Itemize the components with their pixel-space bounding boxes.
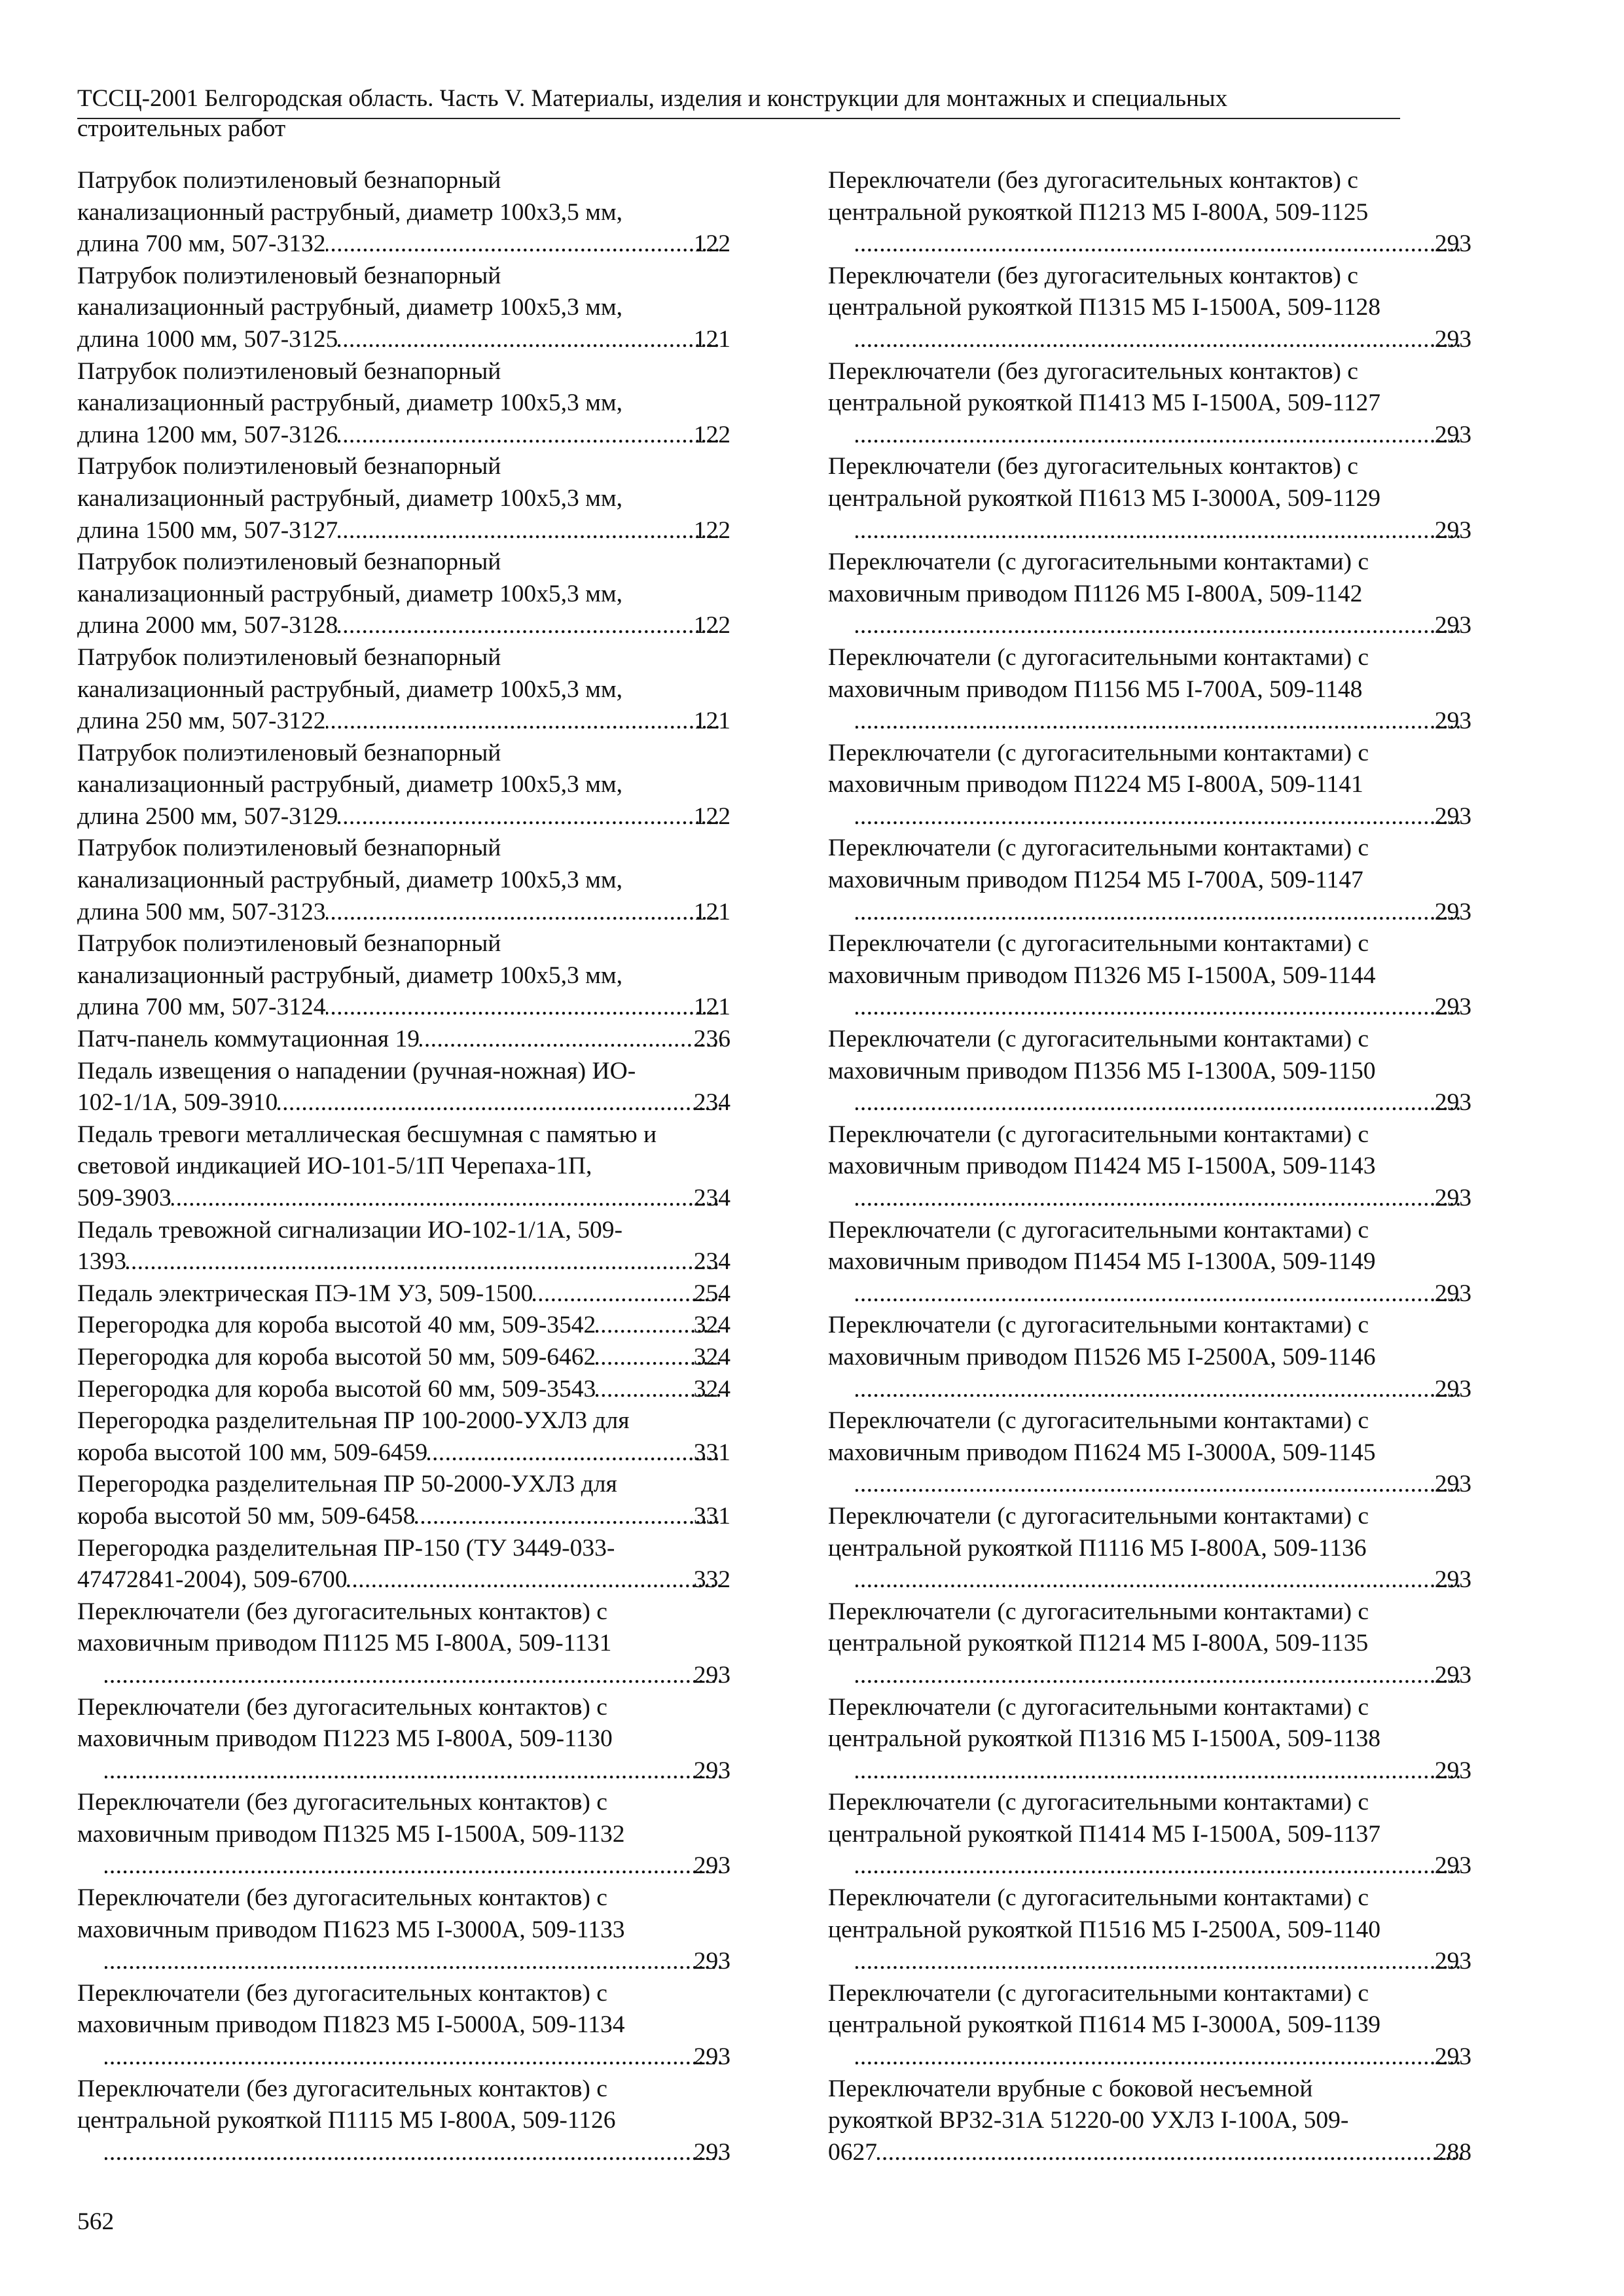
entry-text-line: канализационный раструбный, диаметр 100х5,3 мм,: [77, 675, 623, 703]
entry-page-number: 293: [1434, 1948, 1471, 1975]
entry-text-line: Патрубок полиэтиленовый безнапорный: [77, 453, 501, 480]
index-entry: [77, 1469, 731, 1532]
index-entry: [77, 451, 731, 547]
entry-text-line: Переключатели (без дугогасительных контактов) с: [828, 357, 1358, 385]
entry-page-number: 293: [1434, 1566, 1471, 1594]
dot-leader: [105, 1850, 721, 1882]
entry-page-number: 331: [693, 1502, 731, 1530]
entry-page-line: [77, 1183, 731, 1215]
entry-page-number: 293: [1434, 898, 1471, 925]
index-entry: [828, 833, 1471, 928]
entry-text-line: Переключатели (с дугогасительными контактами) с: [828, 1789, 1369, 1816]
dot-leader: [126, 1246, 721, 1278]
entry-page-line: [856, 1374, 1471, 1406]
entry-text-line: Переключатели (с дугогасительными контактами) с: [828, 1026, 1369, 1053]
entry-text-line: Переключатели (с дугогасительными контактами) с: [828, 1598, 1369, 1625]
entry-page-number: 122: [693, 230, 731, 258]
entry-text-line: центральной рукояткой П1613 М5 I-3000А, 509-1129: [828, 484, 1381, 512]
dot-leader: [856, 1755, 1462, 1787]
index-entry: [77, 1310, 731, 1342]
entry-page-line: [77, 801, 731, 833]
index-entry: [77, 1692, 731, 1787]
entry-page-line: [77, 1501, 731, 1533]
entry-page-line: [105, 1946, 731, 1978]
dot-leader: [856, 992, 1462, 1024]
dot-leader: [338, 610, 721, 642]
entry-text-line: маховичным приводом П1624 М5 I-3000А, 509-1145: [828, 1439, 1376, 1466]
entry-page-line: [77, 420, 731, 452]
entry-page-line: [856, 801, 1471, 833]
dot-leader: [856, 610, 1462, 642]
index-entry: [828, 1978, 1471, 2073]
entry-page-line: [856, 1755, 1471, 1787]
entry-page-number: 234: [693, 1248, 731, 1276]
entry-page-line: [77, 992, 731, 1024]
dot-leader: [427, 1437, 721, 1469]
index-entry: [828, 1024, 1471, 1119]
index-entry: [828, 642, 1471, 738]
entry-page-line: [77, 1342, 731, 1374]
index-entry: [77, 1596, 731, 1692]
index-entry: [828, 1882, 1471, 1978]
entry-text-tail: 1393: [77, 1248, 126, 1276]
entry-page-line: [77, 610, 731, 642]
entry-page-line: [856, 610, 1471, 642]
entry-text-tail: 0627: [828, 2138, 877, 2166]
index-column-right: [828, 165, 1471, 2168]
entry-text-line: Переключатели (без дугогасительных контактов) с: [77, 1979, 607, 2007]
dot-leader: [338, 324, 721, 356]
dot-leader: [856, 420, 1462, 452]
entry-page-line: [856, 324, 1471, 356]
entry-page-number: 121: [693, 325, 731, 353]
dot-leader: [856, 897, 1462, 929]
dot-leader: [856, 1946, 1462, 1978]
index-entry: [77, 2073, 731, 2169]
entry-text-line: Переключатели (с дугогасительными контактами) с: [828, 1693, 1369, 1721]
index-entry: [77, 1024, 731, 1056]
index-entry: [77, 260, 731, 356]
index-entry: [828, 1215, 1471, 1310]
dot-leader: [105, 1946, 721, 1978]
dot-leader: [856, 1564, 1462, 1596]
entry-text-line: центральной рукояткой П1116 М5 I-800А, 509-1136: [828, 1534, 1367, 1562]
entry-page-number: 293: [693, 2043, 731, 2071]
dot-leader: [856, 1183, 1462, 1215]
entry-page-number: 293: [693, 1852, 731, 1880]
entry-page-line: [77, 1024, 731, 1056]
dot-leader: [420, 1024, 721, 1056]
entry-page-number: 121: [693, 898, 731, 925]
entry-text-line: канализационный раструбный, диаметр 100х5,3 мм,: [77, 389, 623, 417]
entry-page-number: 293: [1434, 1852, 1471, 1880]
dot-leader: [856, 706, 1462, 738]
index-entry: [77, 1882, 731, 1978]
entry-page-line: [77, 1246, 731, 1278]
entry-page-number: 331: [693, 1439, 731, 1466]
entry-text-line: Патрубок полиэтиленовый безнапорный: [77, 739, 501, 766]
index-entry: [828, 1119, 1471, 1215]
entry-text-line: маховичным приводом П1254 М5 I-700А, 509-1147: [828, 867, 1363, 894]
entry-text-line: Переключатели (с дугогасительными контактами) с: [828, 1121, 1369, 1148]
entry-page-number: 293: [693, 2138, 731, 2166]
entry-text-line: Педаль извещения о нападении (ручная-ножная) ИО-: [77, 1057, 636, 1085]
entry-page-number: 293: [693, 1757, 731, 1784]
entry-page-number: 293: [1434, 1280, 1471, 1307]
entry-text-line: маховичным приводом П1223 М5 I-800А, 509-1130: [77, 1725, 613, 1753]
entry-text-line: Переключатели (с дугогасительными контактами) с: [828, 739, 1369, 766]
entry-text-line: Переключатели (с дугогасительными контактами) с: [828, 1884, 1369, 1912]
entry-text-line: Переключатели (без дугогасительных контактов) с: [828, 453, 1358, 480]
entry-text-line: маховичным приводом П1356 М5 I-1300А, 509-1150: [828, 1057, 1376, 1085]
entry-text-line: канализационный раструбный, диаметр 100х3,5 мм,: [77, 198, 623, 226]
entry-text-line: канализационный раструбный, диаметр 100х5,3 мм,: [77, 867, 623, 894]
entry-text-tail: 509-3903: [77, 1185, 171, 1211]
entry-text-line: канализационный раструбный, диаметр 100х5,3 мм,: [77, 484, 623, 512]
header-line-1: ТССЦ-2001 Белгородская область. Часть V. Материалы, изделия и конструкции для монтажных и специальных: [77, 85, 1228, 112]
entry-text-line: Патрубок полиэтиленовый безнапорный: [77, 834, 501, 862]
entry-page-number: 293: [1434, 325, 1471, 353]
entry-text-line: центральной рукояткой П1516 М5 I-2500А, 509-1140: [828, 1916, 1381, 1943]
entry-text-line: маховичным приводом П1424 М5 I-1500А, 509-1143: [828, 1153, 1376, 1180]
entry-page-number: 324: [693, 1312, 731, 1339]
entry-page-number: 293: [1434, 612, 1471, 639]
dot-leader: [338, 420, 721, 452]
index-entry: [828, 165, 1471, 260]
page-number: 562: [77, 2208, 115, 2235]
entry-page-number: 122: [693, 421, 731, 448]
entry-text-line: Переключатели (с дугогасительными контактами) с: [828, 1407, 1369, 1435]
entry-text-tail: Перегородка для короба высотой 40 мм, 509-3542: [77, 1312, 596, 1339]
entry-text-line: Педаль тревожной сигнализации ИО-102-1/1А, 509-: [77, 1216, 623, 1244]
entry-page-number: 293: [1434, 421, 1471, 448]
index-entry: [828, 928, 1471, 1024]
entry-text-line: Переключатели (с дугогасительными контактами) с: [828, 643, 1369, 671]
entry-text-line: маховичным приводом П1623 М5 I-3000А, 509-1133: [77, 1916, 625, 1943]
dot-leader: [856, 1278, 1462, 1310]
entry-page-number: 293: [1434, 708, 1471, 735]
entry-page-line: [856, 1087, 1471, 1119]
entry-text-tail: короба высотой 100 мм, 509-6459: [77, 1439, 428, 1466]
dot-leader: [856, 1374, 1462, 1406]
entry-text-tail: Патч-панель коммутационная 19: [77, 1026, 420, 1053]
entry-page-number: 293: [1434, 1375, 1471, 1403]
entry-page-line: [105, 2041, 731, 2073]
index-entry: [828, 1405, 1471, 1501]
dot-leader: [856, 228, 1462, 260]
entry-page-line: [77, 897, 731, 929]
entry-page-line: [856, 515, 1471, 547]
header-rule: [77, 118, 1400, 119]
entry-text-line: Патрубок полиэтиленовый безнапорный: [77, 548, 501, 576]
entry-text-tail: длина 2500 мм, 507-3129: [77, 802, 338, 830]
entry-text-line: канализационный раструбный, диаметр 100х5,3 мм,: [77, 580, 623, 607]
entry-page-number: 293: [1434, 1661, 1471, 1689]
entry-text-tail: длина 1000 мм, 507-3125: [77, 325, 338, 353]
entry-page-number: 122: [693, 516, 731, 544]
dot-leader: [278, 1087, 721, 1119]
dot-leader: [856, 801, 1462, 833]
entry-page-number: 293: [1434, 230, 1471, 258]
index-entry: [77, 928, 731, 1024]
entry-page-number: 293: [693, 1661, 731, 1689]
index-entry: [828, 2073, 1471, 2169]
entry-text-line: Переключатели (с дугогасительными контактами) с: [828, 834, 1369, 862]
index-entry: [77, 356, 731, 452]
entry-text-line: Переключатели (без дугогасительных контактов) с: [77, 1598, 607, 1625]
entry-page-line: [828, 2137, 1471, 2169]
entry-text-line: Патрубок полиэтиленовый безнапорный: [77, 357, 501, 385]
entry-page-line: [77, 1437, 731, 1469]
entry-text-line: центральной рукояткой П1315 М5 I-1500А, 509-1128: [828, 294, 1381, 321]
entry-text-line: Переключатели (без дугогасительных контактов) с: [77, 1789, 607, 1816]
index-entry: [77, 1405, 731, 1469]
dot-leader: [105, 1660, 721, 1692]
entry-text-line: Перегородка разделительная ПР 100-2000-УХЛ3 для: [77, 1407, 630, 1435]
entry-page-number: 293: [1434, 1757, 1471, 1784]
dot-leader: [856, 324, 1462, 356]
entry-page-line: [856, 1564, 1471, 1596]
entry-page-line: [856, 992, 1471, 1024]
entry-text-tail: длина 2000 мм, 507-3128: [77, 612, 338, 639]
entry-text-line: Переключатели (с дугогасительными контактами) с: [828, 548, 1369, 576]
dot-leader: [856, 1660, 1462, 1692]
entry-page-number: 293: [1434, 516, 1471, 544]
entry-text-line: маховичным приводом П1325 М5 I-1500А, 509-1132: [77, 1820, 625, 1848]
entry-page-line: [77, 706, 731, 738]
entry-page-number: 254: [693, 1280, 731, 1307]
index-column-left: [77, 165, 731, 2168]
entry-page-number: 293: [1434, 1089, 1471, 1117]
entry-text-line: Переключатели (с дугогасительными контактами) с: [828, 1312, 1369, 1339]
entry-text-line: маховичным приводом П1326 М5 I-1500А, 509-1144: [828, 961, 1376, 989]
entry-page-line: [77, 1278, 731, 1310]
dot-leader: [326, 706, 721, 738]
entry-page-number: 236: [693, 1026, 731, 1053]
entry-page-number: 324: [693, 1375, 731, 1403]
index-entry: [77, 165, 731, 260]
entry-page-line: [856, 1946, 1471, 1978]
dot-leader: [105, 2041, 721, 2073]
entry-text-line: маховичным приводом П1156 М5 I-700А, 509-1148: [828, 675, 1363, 703]
entry-page-line: [856, 1850, 1471, 1882]
entry-text-line: канализационный раструбный, диаметр 100х5,3 мм,: [77, 771, 623, 798]
entry-page-line: [856, 706, 1471, 738]
entry-page-number: 234: [693, 1185, 731, 1211]
index-entry: [828, 1310, 1471, 1405]
entry-page-line: [77, 1310, 731, 1342]
index-entry: [77, 547, 731, 642]
entry-page-number: 121: [693, 994, 731, 1021]
entry-text-tail: Перегородка для короба высотой 60 мм, 509-3543: [77, 1375, 596, 1403]
entry-text-line: Перегородка разделительная ПР 50-2000-УХЛ3 для: [77, 1471, 617, 1498]
entry-text-line: центральной рукояткой П1213 М5 I-800А, 509-1125: [828, 198, 1369, 226]
entry-text-tail: 47472841-2004), 509-6700: [77, 1566, 348, 1594]
index-entry: [828, 1501, 1471, 1596]
dot-leader: [856, 1469, 1462, 1501]
index-entry: [77, 1374, 731, 1406]
index-entry: [828, 260, 1471, 356]
entry-page-line: [856, 1469, 1471, 1501]
entry-page-number: 293: [1434, 994, 1471, 1021]
entry-text-line: Педаль тревоги металлическая бесшумная с памятью и: [77, 1121, 657, 1148]
index-entry: [77, 1787, 731, 1882]
index-entry: [828, 1787, 1471, 1882]
dot-leader: [856, 2041, 1462, 2073]
entry-text-line: маховичным приводом П1526 М5 I-2500А, 509-1146: [828, 1343, 1376, 1371]
entry-page-line: [77, 228, 731, 260]
entry-text-tail: длина 1200 мм, 507-3126: [77, 421, 338, 448]
index-entry: [77, 1119, 731, 1215]
index-entry: [828, 356, 1471, 452]
entry-page-number: 293: [1434, 2043, 1471, 2071]
header-line-2: строительных работ: [77, 115, 286, 142]
index-entry: [77, 1278, 731, 1310]
index-entry: [828, 1692, 1471, 1787]
entry-page-line: [105, 2137, 731, 2169]
entry-text-line: Переключатели (без дугогасительных контактов) с: [77, 2075, 607, 2102]
dot-leader: [171, 1183, 721, 1215]
entry-text-line: Переключатели (с дугогасительными контактами) с: [828, 930, 1369, 958]
entry-page-line: [856, 420, 1471, 452]
dot-leader: [856, 1087, 1462, 1119]
entry-text-line: центральной рукояткой П1414 М5 I-1500А, 509-1137: [828, 1820, 1381, 1848]
entry-page-line: [77, 1374, 731, 1406]
entry-text-line: центральной рукояткой П1413 М5 I-1500А, 509-1127: [828, 389, 1381, 417]
dot-leader: [415, 1501, 721, 1533]
entry-text-line: Патрубок полиэтиленовый безнапорный: [77, 262, 501, 289]
entry-page-line: [856, 897, 1471, 929]
entry-text-line: Переключатели (с дугогасительными контактами) с: [828, 1502, 1369, 1530]
entry-text-line: маховичным приводом П1823 М5 I-5000А, 509-1134: [77, 2011, 625, 2039]
index-entry: [77, 833, 731, 928]
entry-text-line: Переключатели (без дугогасительных контактов) с: [77, 1884, 607, 1912]
entry-page-line: [77, 1564, 731, 1596]
entry-page-line: [105, 1660, 731, 1692]
index-entry: [828, 1596, 1471, 1692]
running-header: [77, 84, 1399, 144]
entry-text-line: Патрубок полиэтиленовый безнапорный: [77, 930, 501, 958]
entry-page-line: [856, 1183, 1471, 1215]
entry-page-line: [856, 1660, 1471, 1692]
entry-text-line: маховичным приводом П1125 М5 I-800А, 509-1131: [77, 1630, 612, 1657]
dot-leader: [105, 2137, 721, 2169]
dot-leader: [856, 1850, 1462, 1882]
entry-text-line: центральной рукояткой П1614 М5 I-3000А, 509-1139: [828, 2011, 1381, 2039]
entry-page-number: 122: [693, 612, 731, 639]
dot-leader: [338, 515, 721, 547]
index-entry: [77, 642, 731, 738]
entry-text-tail: 102-1/1А, 509-3910: [77, 1089, 278, 1117]
dot-leader: [105, 1755, 721, 1787]
entry-text-line: Патрубок полиэтиленовый безнапорный: [77, 167, 501, 194]
index-entry: [77, 1215, 731, 1278]
entry-page-number: 288: [1434, 2138, 1471, 2166]
entry-page-number: 121: [693, 708, 731, 735]
entry-text-line: центральной рукояткой П1115 М5 I-800А, 509-1126: [77, 2107, 616, 2134]
entry-text-tail: длина 700 мм, 507-3132: [77, 230, 326, 258]
entry-page-line: [856, 2041, 1471, 2073]
index-entry: [77, 738, 731, 833]
entry-text-line: световой индикацией ИО-101-5/1П Черепаха-1П,: [77, 1153, 592, 1180]
entry-page-number: 293: [1434, 802, 1471, 830]
entry-text-line: Перегородка разделительная ПР-150 (ТУ 3449-033-: [77, 1534, 615, 1562]
index-entry: [77, 1056, 731, 1119]
dot-leader: [856, 515, 1462, 547]
entry-text-tail: длина 500 мм, 507-3123: [77, 898, 326, 925]
entry-text-line: маховичным приводом П1126 М5 I-800А, 509-1142: [828, 580, 1363, 607]
entry-page-number: 234: [693, 1089, 731, 1117]
index-entry: [828, 738, 1471, 833]
entry-page-number: 293: [693, 1948, 731, 1975]
dot-leader: [533, 1278, 721, 1310]
entry-text-tail: короба высотой 50 мм, 509-6458: [77, 1502, 416, 1530]
dot-leader: [326, 992, 721, 1024]
entry-text-tail: Перегородка для короба высотой 50 мм, 509-6462: [77, 1343, 596, 1371]
entry-text-line: Переключатели врубные с боковой несъемной: [828, 2075, 1313, 2102]
entry-page-line: [77, 515, 731, 547]
dot-leader: [877, 2137, 1462, 2169]
entry-page-number: 324: [693, 1343, 731, 1371]
entry-text-line: Переключатели (без дугогасительных контактов) с: [828, 262, 1358, 289]
entry-page-number: 332: [693, 1566, 731, 1594]
entry-text-line: Переключатели (с дугогасительными контактами) с: [828, 1979, 1369, 2007]
index-entry: [77, 1533, 731, 1596]
entry-text-line: Переключатели (без дугогасительных контактов) с: [77, 1693, 607, 1721]
entry-text-line: центральной рукояткой П1214 М5 I-800А, 509-1135: [828, 1630, 1369, 1657]
entry-page-line: [105, 1755, 731, 1787]
entry-text-tail: длина 1500 мм, 507-3127: [77, 516, 338, 544]
entry-page-line: [77, 324, 731, 356]
entry-text-line: Переключатели (с дугогасительными контактами) с: [828, 1216, 1369, 1244]
entry-page-number: 293: [1434, 1471, 1471, 1498]
entry-page-number: 293: [1434, 1185, 1471, 1211]
index-entry: [828, 451, 1471, 547]
entry-page-line: [856, 1278, 1471, 1310]
dot-leader: [326, 897, 721, 929]
entry-text-tail: Педаль электрическая ПЭ-1М У3, 509-1500: [77, 1280, 533, 1307]
entry-text-line: маховичным приводом П1454 М5 I-1300А, 509-1149: [828, 1248, 1376, 1276]
entry-text-line: канализационный раструбный, диаметр 100х5,3 мм,: [77, 961, 623, 989]
dot-leader: [326, 228, 721, 260]
dot-leader: [347, 1564, 721, 1596]
entry-page-line: [77, 1087, 731, 1119]
index-entry: [77, 1978, 731, 2073]
index-entry: [77, 1342, 731, 1374]
dot-leader: [338, 801, 721, 833]
entry-page-number: 122: [693, 802, 731, 830]
index-entry: [828, 547, 1471, 642]
entry-page-line: [105, 1850, 731, 1882]
entry-text-line: Переключатели (без дугогасительных контактов) с: [828, 167, 1358, 194]
entry-text-tail: длина 250 мм, 507-3122: [77, 708, 326, 735]
entry-text-line: центральной рукояткой П1316 М5 I-1500А, 509-1138: [828, 1725, 1381, 1753]
entry-text-line: канализационный раструбный, диаметр 100х5,3 мм,: [77, 294, 623, 321]
entry-page-line: [856, 228, 1471, 260]
entry-text-tail: длина 700 мм, 507-3124: [77, 994, 326, 1021]
entry-text-line: маховичным приводом П1224 М5 I-800А, 509-1141: [828, 771, 1363, 798]
entry-text-line: рукояткой ВР32-31А 51220-00 УХЛ3 I-100А, 509-: [828, 2107, 1349, 2134]
entry-text-line: Патрубок полиэтиленовый безнапорный: [77, 643, 501, 671]
